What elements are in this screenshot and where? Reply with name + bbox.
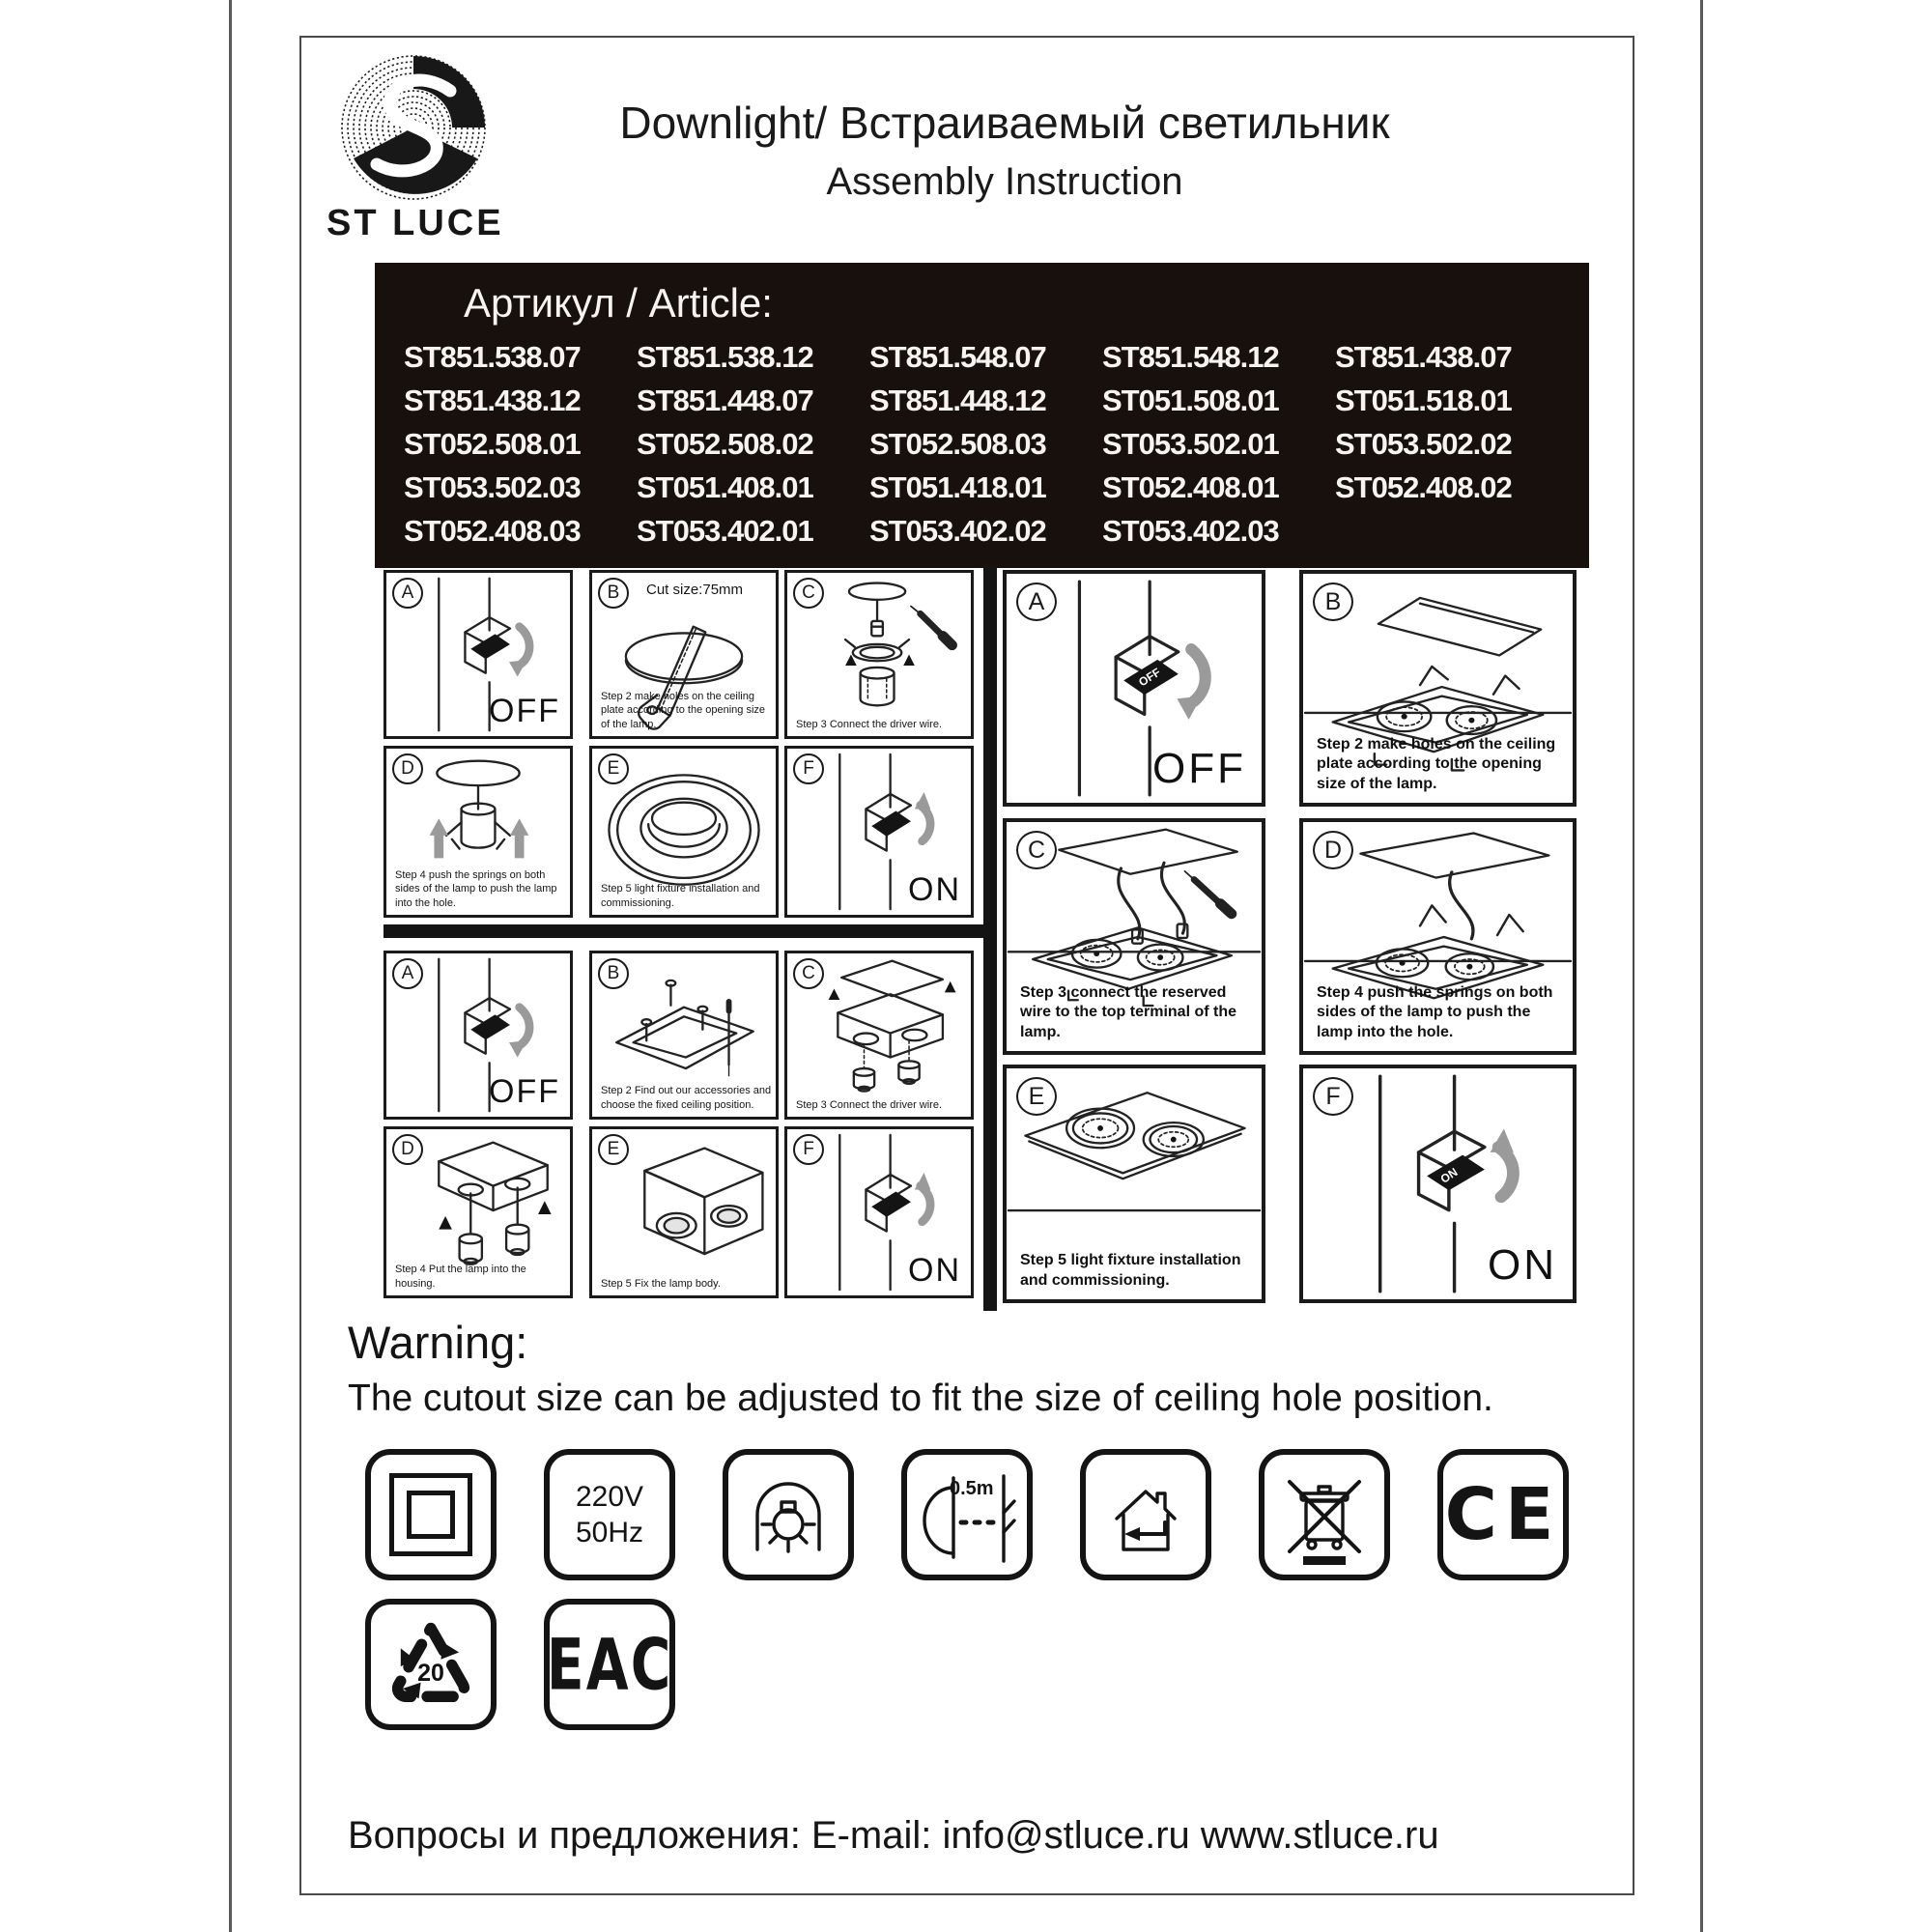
step-letter: C bbox=[793, 958, 824, 989]
ce-label: CE bbox=[1444, 1473, 1562, 1556]
step-caption: Step 4 push the springs on both sides of the lamp to push the lamp into the hole. bbox=[395, 869, 557, 909]
step-letter: A bbox=[392, 958, 423, 989]
step-caption: Step 2 make holes on the ceiling plate according to the opening size of the lamp. bbox=[601, 691, 766, 730]
step-letter: D bbox=[392, 753, 423, 784]
weee-bin-icon bbox=[1259, 1449, 1390, 1580]
power-rating-icon bbox=[544, 1449, 675, 1580]
article-code: ST052.508.03 bbox=[869, 427, 1046, 461]
step-letter: B bbox=[1313, 582, 1353, 621]
article-row bbox=[404, 340, 1568, 384]
article-code: ST053.402.03 bbox=[1102, 514, 1279, 548]
panel-round-a bbox=[384, 570, 573, 739]
article-code: ST053.402.01 bbox=[637, 514, 813, 548]
article-code: ST052.508.02 bbox=[637, 427, 813, 461]
eac-mark-icon bbox=[544, 1599, 675, 1730]
panel-group-divider-horizontal bbox=[384, 924, 997, 938]
article-code: ST052.408.01 bbox=[1102, 470, 1279, 504]
warning-text: The cutout size can be adjusted to fit the size of ceiling hole position. bbox=[348, 1378, 1493, 1419]
article-codes bbox=[404, 340, 1568, 557]
recycle-icon bbox=[365, 1599, 497, 1730]
step-letter: B bbox=[598, 958, 629, 989]
panel-round-c bbox=[784, 570, 974, 739]
ce-mark-icon bbox=[1437, 1449, 1569, 1580]
frequency-label: 50Hz bbox=[575, 1517, 644, 1548]
class-ii-outer-square bbox=[389, 1473, 472, 1556]
step-letter: C bbox=[1016, 831, 1057, 869]
step-letter: C bbox=[793, 578, 824, 609]
article-code: ST851.448.07 bbox=[637, 384, 813, 417]
step-letter: D bbox=[392, 1134, 423, 1165]
article-code: ST052.408.02 bbox=[1335, 470, 1512, 504]
step-caption: Step 5 Fix the lamp body. bbox=[601, 1277, 721, 1290]
page-edge-left bbox=[229, 0, 232, 1932]
article-code: ST053.502.02 bbox=[1335, 427, 1512, 461]
step-letter: A bbox=[1016, 582, 1057, 621]
article-row bbox=[404, 514, 1568, 557]
panel-round-d bbox=[384, 746, 573, 918]
article-code: ST851.448.12 bbox=[869, 384, 1046, 417]
panel-twin-f bbox=[1299, 1065, 1577, 1303]
panel-round-b bbox=[589, 570, 779, 739]
article-code: ST053.402.02 bbox=[869, 514, 1046, 548]
min-distance-icon bbox=[901, 1449, 1033, 1580]
page-edge-right bbox=[1700, 0, 1703, 1932]
step-letter: A bbox=[392, 578, 423, 609]
step-letter: D bbox=[1313, 831, 1353, 869]
contact-line: Вопросы и предложения: E-mail: info@stluce.ru www.stluce.ru bbox=[348, 1814, 1439, 1857]
step-caption: Step 4 push the springs on both sides of the lamp to push the lamp into the hole. bbox=[1317, 983, 1553, 1041]
article-code: ST851.438.12 bbox=[404, 384, 581, 417]
switch-state-label: ON bbox=[908, 1252, 961, 1289]
article-code: ST053.502.01 bbox=[1102, 427, 1279, 461]
switch-state-label: ON bbox=[1488, 1241, 1557, 1289]
article-row bbox=[404, 384, 1568, 427]
eac-label: EAC bbox=[546, 1623, 673, 1706]
panel-surface-b bbox=[589, 951, 779, 1120]
article-code: ST851.548.12 bbox=[1102, 340, 1279, 374]
recycle-count: 20 bbox=[417, 1660, 444, 1687]
switch-state-label: OFF bbox=[489, 693, 560, 729]
article-code: ST851.438.07 bbox=[1335, 340, 1512, 374]
article-row bbox=[404, 470, 1568, 514]
article-list-box bbox=[375, 263, 1589, 568]
switch-state-label: OFF bbox=[1152, 745, 1246, 792]
article-code: ST051.518.01 bbox=[1335, 384, 1512, 417]
panel-round-f bbox=[784, 746, 974, 918]
panel-twin-b bbox=[1299, 570, 1577, 807]
step-caption: Step 3 Connect the driver wire. bbox=[796, 718, 943, 730]
step-caption: Step 5 light fixture installation and commissioning. bbox=[1020, 1252, 1241, 1290]
cut-size-note: Cut size:75mm bbox=[646, 582, 744, 598]
article-code: ST052.408.03 bbox=[404, 514, 581, 548]
panel-surface-d bbox=[384, 1126, 573, 1298]
step-letter: F bbox=[793, 753, 824, 784]
step-caption: Step 2 make holes on the ceiling plate according to the opening size of the lamp. bbox=[1317, 735, 1556, 793]
warning-heading: Warning: bbox=[348, 1317, 528, 1368]
indoor-use-icon bbox=[1080, 1449, 1211, 1580]
step-caption: Step 5 light fixture installation and commissioning. bbox=[601, 883, 760, 909]
step-letter: E bbox=[598, 1134, 629, 1165]
article-code: ST851.538.07 bbox=[404, 340, 581, 374]
step-caption: Step 4 Put the lamp into the housing. bbox=[395, 1264, 526, 1290]
panel-twin-e bbox=[1003, 1065, 1265, 1303]
luminaire-icon bbox=[723, 1449, 854, 1580]
page-subtitle: Assembly Instruction bbox=[826, 160, 1183, 203]
article-code: ST053.502.03 bbox=[404, 470, 581, 504]
panel-surface-e bbox=[589, 1126, 779, 1298]
panel-twin-c bbox=[1003, 818, 1265, 1055]
article-code: ST051.418.01 bbox=[869, 470, 1046, 504]
panel-surface-f bbox=[784, 1126, 974, 1298]
article-code: ST051.408.01 bbox=[637, 470, 813, 504]
switch-rocker-label: ON bbox=[1437, 1165, 1461, 1186]
step-letter: E bbox=[1016, 1077, 1057, 1116]
stluce-logo-icon bbox=[336, 50, 491, 205]
article-code: ST051.508.01 bbox=[1102, 384, 1279, 417]
article-code: ST851.538.12 bbox=[637, 340, 813, 374]
panel-round-e bbox=[589, 746, 779, 918]
switch-state-label: OFF bbox=[489, 1073, 560, 1110]
article-code: ST851.548.07 bbox=[869, 340, 1046, 374]
article-heading: Артикул / Article: bbox=[464, 280, 773, 326]
step-letter: F bbox=[793, 1134, 824, 1165]
step-caption: Step 3 Connect the driver wire. bbox=[796, 1098, 943, 1111]
step-letter: B bbox=[598, 578, 629, 609]
switch-rocker-label: OFF bbox=[1136, 665, 1163, 690]
panel-group-divider-vertical bbox=[983, 565, 997, 1311]
step-letter: E bbox=[598, 753, 629, 784]
class-ii-insulation-icon bbox=[365, 1449, 497, 1580]
switch-state-label: ON bbox=[908, 871, 961, 908]
panel-surface-a bbox=[384, 951, 573, 1120]
voltage-label: 220V bbox=[575, 1480, 644, 1513]
panel-surface-c bbox=[784, 951, 974, 1120]
panel-twin-d bbox=[1299, 818, 1577, 1055]
article-row bbox=[404, 427, 1568, 470]
page-title: Downlight/ Встраиваемый светильник bbox=[619, 98, 1390, 148]
step-caption: Step 2 Find out our accessories and choose the fixed ceiling position. bbox=[601, 1085, 772, 1111]
class-ii-inner-square bbox=[407, 1491, 455, 1539]
step-caption: Step 3 connect the reserved wire to the top terminal of the lamp. bbox=[1020, 983, 1237, 1041]
distance-value: 0.5m bbox=[950, 1478, 994, 1499]
panel-twin-a bbox=[1003, 570, 1265, 807]
article-code: ST052.508.01 bbox=[404, 427, 581, 461]
step-letter: F bbox=[1313, 1077, 1353, 1116]
brand-name: ST LUCE bbox=[327, 203, 504, 243]
